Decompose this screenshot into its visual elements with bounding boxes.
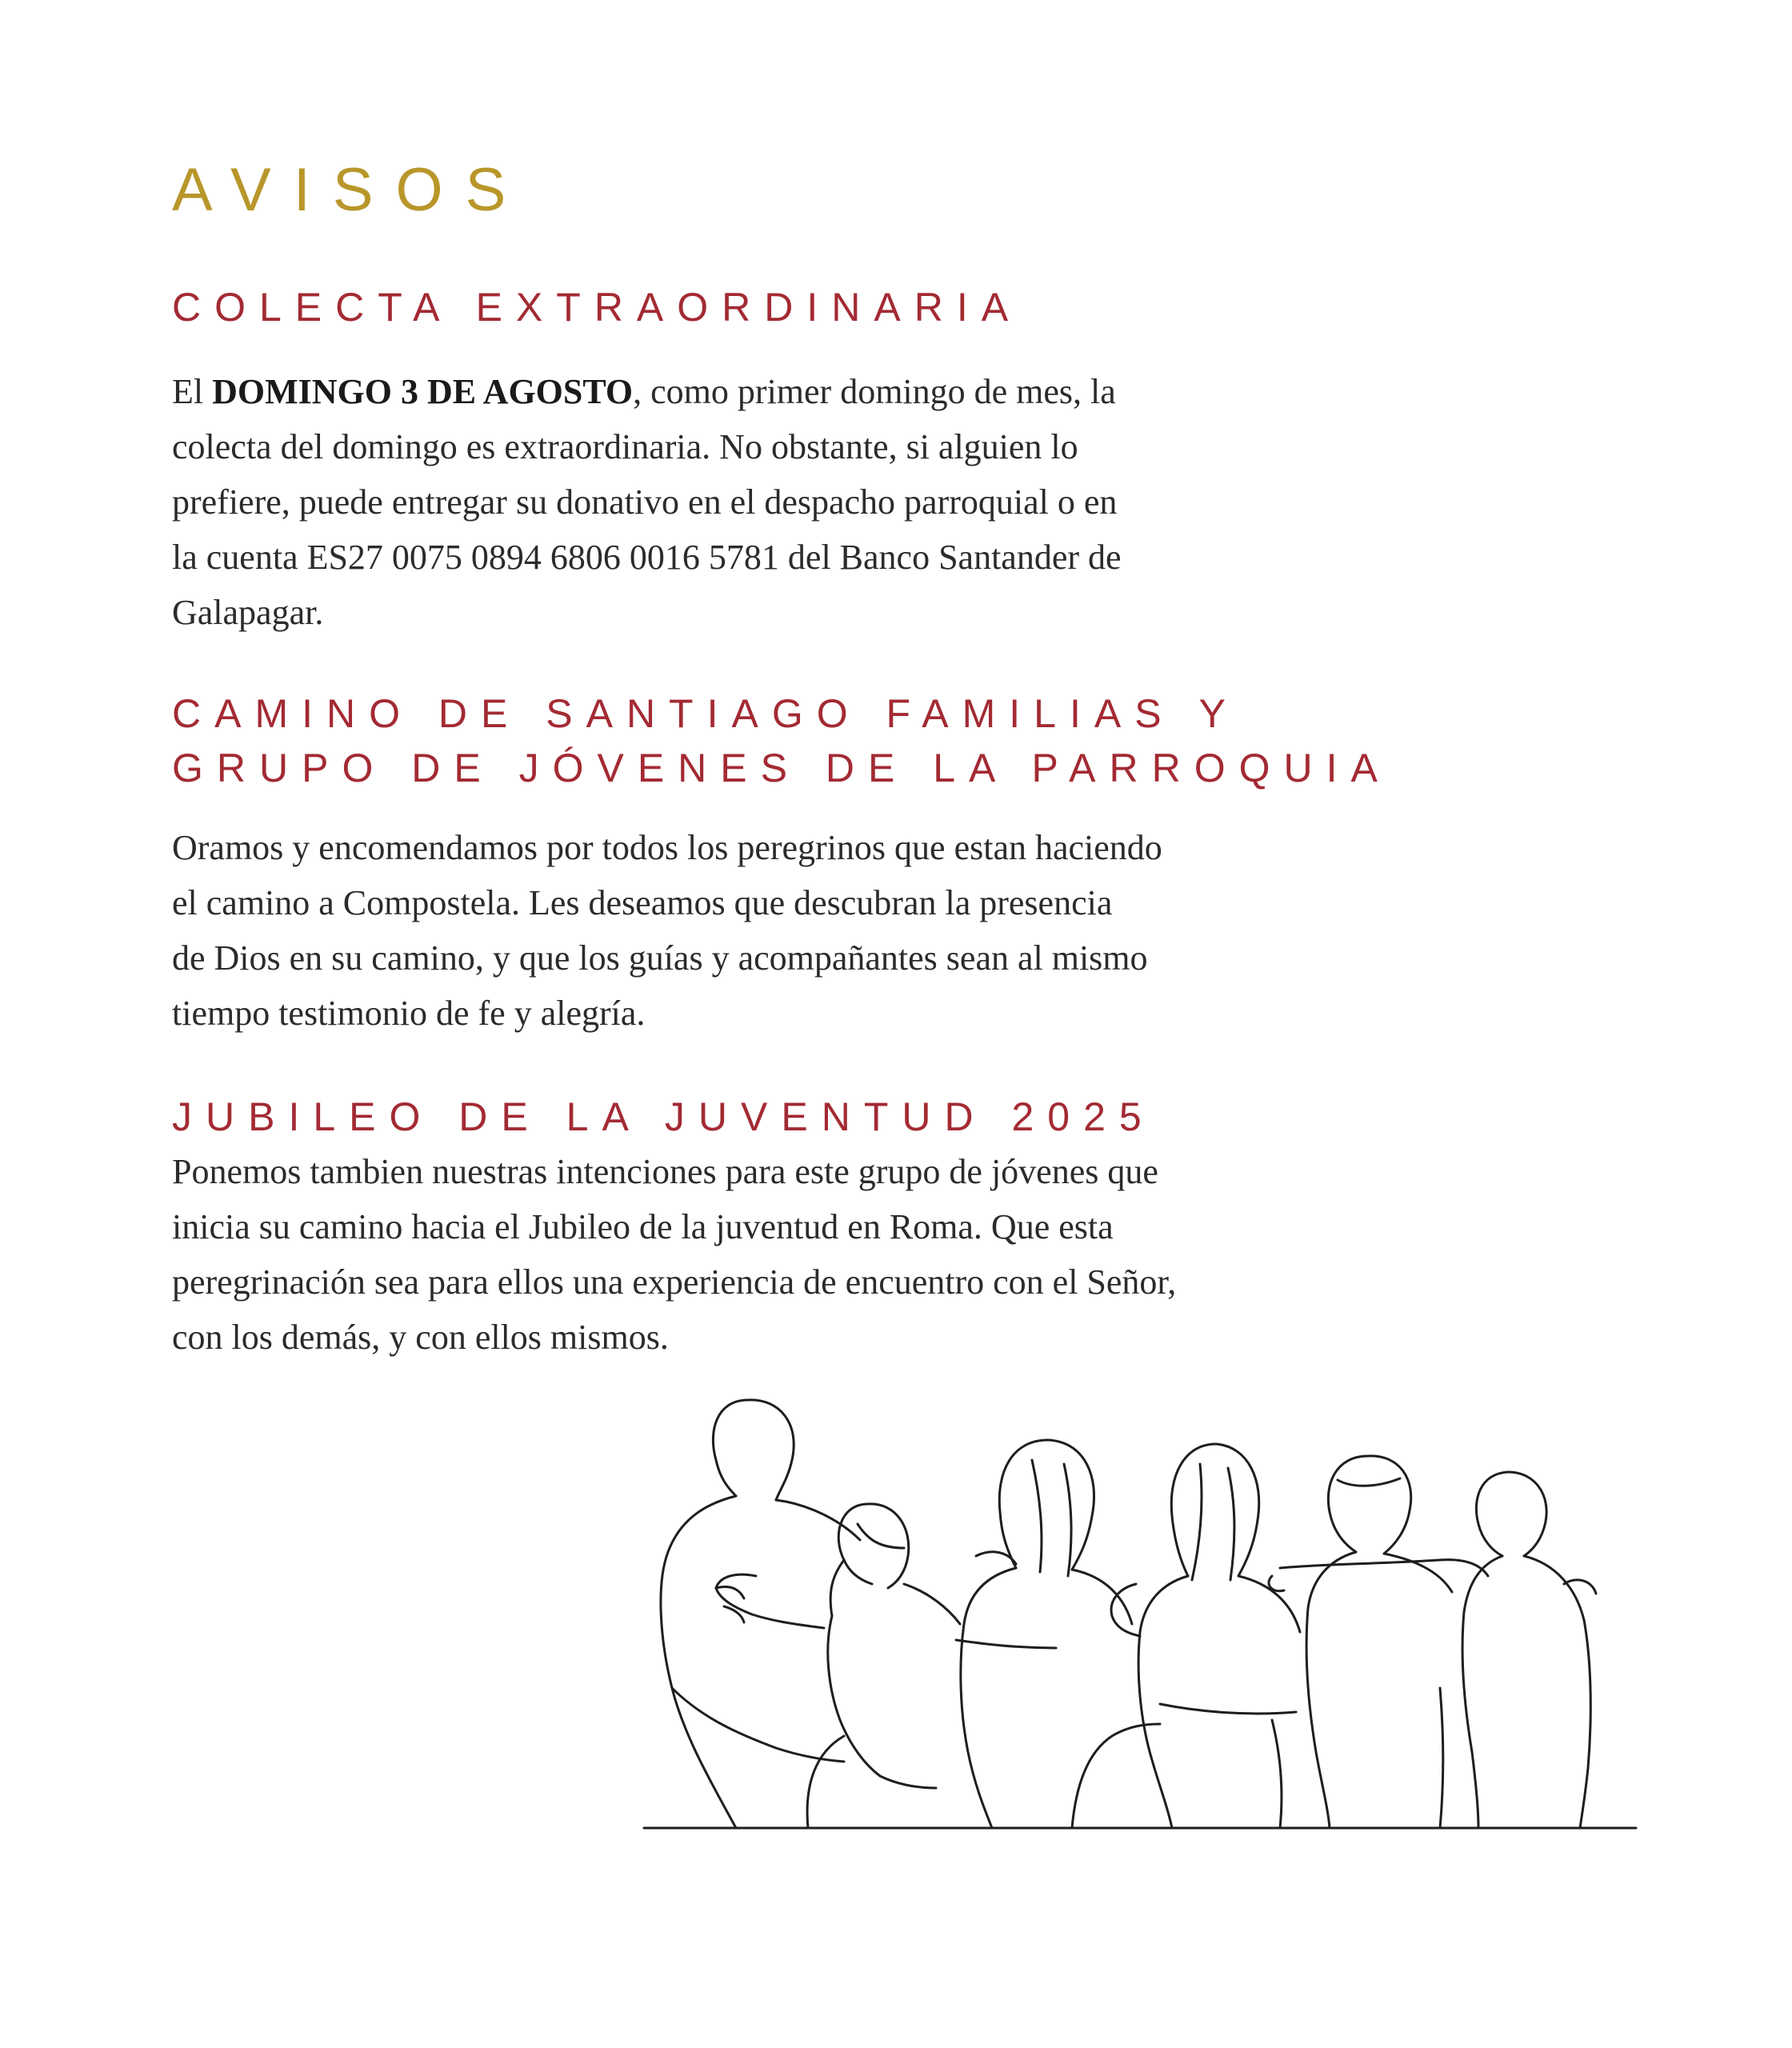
person-figure (1111, 1444, 1300, 1828)
paragraph-jubileo (172, 1144, 1420, 1365)
text-line (172, 364, 1420, 419)
heading-line: JUBILEO DE LA JUVENTUD 2025 (172, 1094, 1155, 1139)
text-line: con los demás, y con ellos mismos. (172, 1318, 669, 1357)
heading-line: COLECTA EXTRAORDINARIA (172, 285, 1022, 330)
person-figure (1462, 1472, 1596, 1828)
paragraph-colecta (172, 364, 1420, 640)
paragraph-camino-santiago (172, 820, 1420, 1041)
page-title: AVISOS (172, 156, 529, 224)
text-line: el camino a Compostela. Les deseamos que descubran la presencia (172, 883, 1113, 922)
group-embrace-line-art-icon (640, 1384, 1640, 1840)
date-highlight: DOMINGO 3 DE AGOSTO (212, 372, 634, 411)
text-line: de Dios en su camino, y que los guías y acompañantes sean al mismo (172, 938, 1148, 978)
heading-colecta (172, 280, 1022, 334)
text-fragment: , como primer domingo de mes, la (633, 372, 1116, 411)
heading-line: CAMINO DE SANTIAGO FAMILIAS Y (172, 691, 1239, 736)
text-fragment: El (172, 372, 213, 411)
person-figure (1269, 1456, 1488, 1828)
text-line: prefiere, puede entregar su donativo en el despacho parroquial o en (172, 482, 1118, 522)
person-figure (828, 1504, 960, 1788)
heading-camino-santiago (172, 686, 1391, 795)
account-number-line: la cuenta ES27 0075 0894 6806 0016 5781 del Banco Santander de (172, 538, 1122, 577)
heading-line: GRUPO DE JÓVENES DE LA PARROQUIA (172, 746, 1391, 790)
text-line: Galapagar. (172, 593, 324, 632)
text-line: peregrinación sea para ellos una experiencia de encuentro con el Señor, (172, 1262, 1177, 1302)
text-line: colecta del domingo es extraordinaria. No obstante, si alguien lo (172, 427, 1078, 466)
text-line: tiempo testimonio de fe y alegría. (172, 994, 646, 1033)
text-line: inicia su camino hacia el Jubileo de la juventud en Roma. Que esta (172, 1207, 1114, 1246)
text-line: Oramos y encomendamos por todos los peregrinos que estan haciendo (172, 828, 1162, 867)
heading-jubileo (172, 1090, 1155, 1144)
text-line: Ponemos tambien nuestras intenciones para este grupo de jóvenes que (172, 1152, 1158, 1191)
person-figure (661, 1400, 860, 1828)
